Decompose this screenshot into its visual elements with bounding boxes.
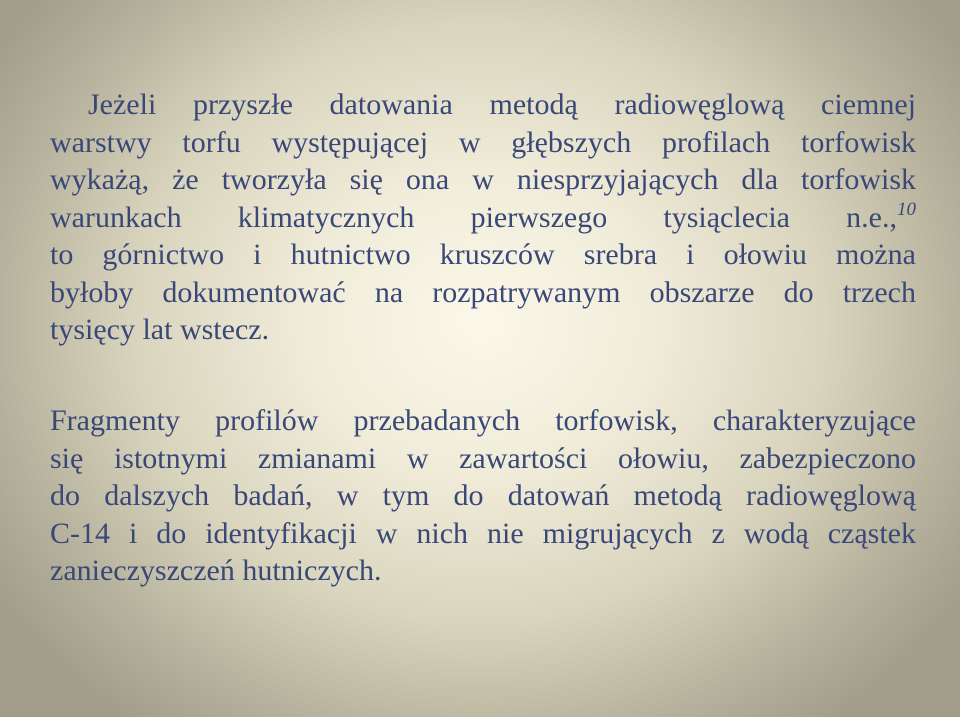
text-line: Jeżeli przyszłe datowania metodą radiowęglową ciemnej <box>88 88 916 121</box>
text-line: tysięcy lat wstecz. <box>50 313 270 346</box>
text-line: warunkach klimatycznych pierwszego tysiąclecia n.e., <box>50 200 897 234</box>
text-line: zanieczyszczeń hutniczych. <box>50 554 382 587</box>
text-line: się istotnymi zmianami w zawartości ołowiu, zabezpieczono <box>50 441 916 475</box>
text-line: Fragmenty profilów przebadanych torfowisk, charakteryzujące <box>50 404 916 437</box>
text-line-with-footnote <box>50 199 916 237</box>
text-line: wykażą, że tworzyła się ona w niesprzyjających dla torfowisk <box>50 163 916 196</box>
paragraph-peat-profiles <box>50 402 916 590</box>
text-line: to górnictwo i hutnictwo kruszców srebra i ołowiu można <box>50 238 916 271</box>
paragraph-dating-hypothesis <box>50 86 916 349</box>
text-line: byłoby dokumentować na rozpatrywanym obszarze do trzech <box>50 275 916 309</box>
text-line: warstwy torfu występującej w głębszych profilach torfowisk <box>50 125 916 159</box>
text-line: do dalszych badań, w tym do datowań metodą radiowęglową <box>50 479 916 512</box>
footnote-reference: 10 <box>897 198 916 220</box>
text-line: C-14 i do identyfikacji w nich nie migrujących z wodą cząstek <box>50 516 916 550</box>
